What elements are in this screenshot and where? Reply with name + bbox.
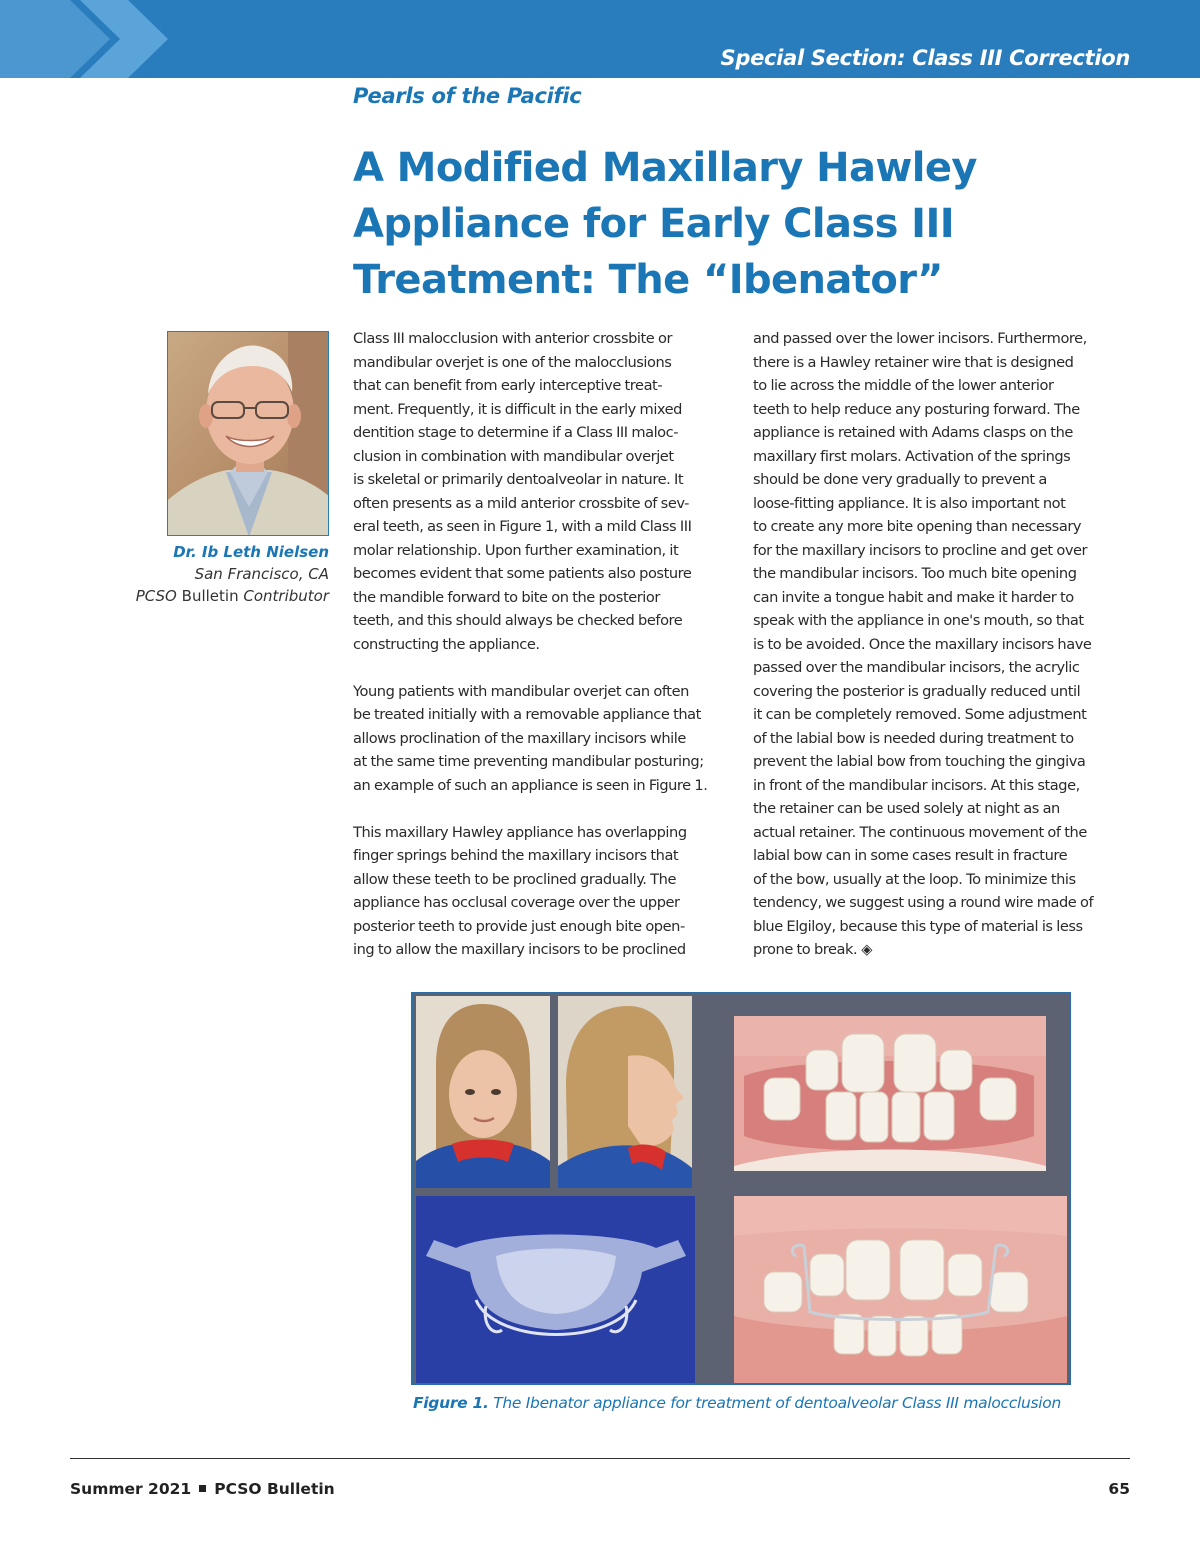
body-text-line: This maxillary Hawley appliance has overlapping bbox=[353, 823, 687, 841]
body-text-line: molar relationship. Upon further examination, it bbox=[353, 541, 679, 559]
section-title: Special Section: Class III Correction bbox=[720, 46, 1130, 70]
body-text-line: ment. Frequently, it is difficult in the early mixed bbox=[353, 400, 682, 418]
author-credit bbox=[60, 541, 329, 607]
body-text: blue Elgiloy, because this type of material is less bbox=[753, 917, 1083, 935]
body-text-line: posterior teeth to provide just enough bite open- bbox=[353, 917, 685, 935]
body-text-line: clusion in combination with mandibular overjet bbox=[353, 447, 674, 465]
body-text: appliance is retained with Adams clasps on the bbox=[753, 424, 1073, 441]
body-text: speak with the appliance in one's mouth, so that bbox=[753, 612, 1084, 629]
body-text: should be done very gradually to prevent a bbox=[753, 471, 1047, 488]
body-text: and passed over the lower incisors. Furthermore, bbox=[753, 330, 1087, 347]
body-text-line: allow these teeth to be proclined gradually. The bbox=[353, 870, 676, 888]
body-text-line bbox=[753, 398, 1133, 422]
body-text: of the labial bow is needed during treatment to bbox=[753, 729, 1074, 747]
body-text-line: ing to allow the maxillary incisors to be proclined bbox=[353, 941, 686, 958]
footer-issue-date: Summer 2021 bbox=[70, 1480, 192, 1498]
bullet-square-icon bbox=[199, 1485, 206, 1492]
body-text: teeth to help reduce any posturing forward. The bbox=[753, 400, 1080, 418]
body-text: can invite a tongue habit and make it harder to bbox=[753, 588, 1074, 606]
body-text: tendency, we suggest using a round wire made of bbox=[753, 894, 1094, 911]
figure-caption bbox=[413, 1394, 1061, 1412]
body-text-line bbox=[753, 750, 1133, 774]
body-text-line: constructing the appliance. bbox=[353, 635, 540, 653]
body-text-line bbox=[753, 468, 1133, 492]
body-text-line bbox=[753, 445, 1133, 469]
body-text-line: dentition stage to determine if a Class III maloc- bbox=[353, 424, 679, 441]
chevron-decoration-icon bbox=[0, 0, 200, 78]
body-text: there is a Hawley retainer wire that is designed bbox=[753, 353, 1074, 371]
figure-photo-profile bbox=[558, 996, 692, 1188]
body-text: to create any more bite opening than necessary bbox=[753, 518, 1082, 535]
article-title bbox=[353, 140, 1073, 308]
body-text-line: becomes evident that some patients also posture bbox=[353, 565, 692, 582]
figure-1 bbox=[411, 992, 1071, 1385]
body-text-line: allows proclination of the maxillary incisors while bbox=[353, 729, 686, 747]
body-text-line bbox=[753, 633, 1133, 657]
section-kicker: Pearls of the Pacific bbox=[353, 84, 582, 108]
body-text-line bbox=[753, 656, 1133, 680]
author-city: San Francisco, CA bbox=[194, 565, 329, 583]
body-text-line: teeth, and this should always be checked before bbox=[353, 612, 683, 629]
paragraph-gap bbox=[353, 656, 733, 680]
body-text-line bbox=[753, 680, 1133, 704]
body-text-line bbox=[753, 938, 1133, 962]
body-text-line: appliance has occlusal coverage over the upper bbox=[353, 894, 680, 911]
figure-photo-appliance-in-mouth bbox=[734, 1196, 1067, 1383]
body-text-line bbox=[753, 562, 1133, 586]
body-text-line: be treated initially with a removable appliance that bbox=[353, 706, 701, 723]
footer-rule bbox=[70, 1458, 1130, 1459]
body-text-line bbox=[753, 374, 1133, 398]
figure-label: Figure 1. bbox=[413, 1394, 489, 1412]
figure-photo-crossbite bbox=[734, 1016, 1046, 1171]
figure-caption-text: The Ibenator appliance for treatment of dentoalveolar Class III malocclusion bbox=[493, 1394, 1061, 1412]
body-text-line bbox=[753, 868, 1133, 892]
body-text-line bbox=[753, 609, 1133, 633]
body-text-line bbox=[753, 821, 1133, 845]
body-text-line bbox=[753, 421, 1133, 445]
body-text-line bbox=[753, 891, 1133, 915]
author-role-pub: Bulletin bbox=[181, 587, 239, 605]
figure-photo-appliance bbox=[416, 1196, 695, 1383]
body-text-line bbox=[753, 797, 1133, 821]
author-role bbox=[60, 585, 329, 607]
body-text-line: the mandible forward to bite on the posterior bbox=[353, 588, 660, 606]
body-text-line: an example of such an appliance is seen in Figure 1. bbox=[353, 776, 708, 794]
body-text-line bbox=[753, 515, 1133, 539]
body-text-line bbox=[753, 539, 1133, 563]
author-name: Dr. Ib Leth Nielsen bbox=[173, 543, 329, 561]
article-title-line: A Modified Maxillary Hawley bbox=[353, 145, 977, 191]
body-text-line: Young patients with mandibular overjet can often bbox=[353, 682, 689, 700]
body-text: the mandibular incisors. Too much bite opening bbox=[753, 565, 1077, 582]
paragraph-gap bbox=[353, 797, 733, 821]
body-text-line: at the same time preventing mandibular posturing; bbox=[353, 753, 704, 770]
body-text-line: often presents as a mild anterior crossbite of sev- bbox=[353, 494, 689, 512]
body-text-line: mandibular overjet is one of the malocclusions bbox=[353, 353, 672, 371]
body-text-line: that can benefit from early interceptive treat- bbox=[353, 377, 663, 394]
body-text: is to be avoided. Once the maxillary incisors have bbox=[753, 635, 1092, 653]
figure-photo-frontal bbox=[416, 996, 550, 1188]
body-text: to lie across the middle of the lower anterior bbox=[753, 377, 1054, 394]
page-number: 65 bbox=[1108, 1480, 1130, 1498]
body-text-line bbox=[753, 703, 1133, 727]
body-text-line bbox=[753, 327, 1133, 351]
body-text: actual retainer. The continuous movement of the bbox=[753, 823, 1087, 841]
body-text: prone to break. bbox=[753, 941, 858, 958]
body-text: it can be completely removed. Some adjustment bbox=[753, 706, 1087, 723]
body-text: maxillary first molars. Activation of the springs bbox=[753, 447, 1071, 465]
header-banner bbox=[0, 0, 1200, 78]
body-text-line: Class III malocclusion with anterior crossbite or bbox=[353, 330, 673, 347]
body-text: labial bow can in some cases result in fracture bbox=[753, 847, 1068, 864]
body-text: for the maxillary incisors to procline and get over bbox=[753, 541, 1088, 559]
body-text: the retainer can be used solely at night as an bbox=[753, 800, 1060, 817]
body-text: passed over the mandibular incisors, the acrylic bbox=[753, 659, 1080, 676]
body-text: prevent the labial bow from touching the gingiva bbox=[753, 753, 1086, 770]
body-text-line: eral teeth, as seen in Figure 1, with a mild Class III bbox=[353, 518, 692, 535]
body-text: loose-fitting appliance. It is also important not bbox=[753, 494, 1066, 512]
body-text: in front of the mandibular incisors. At this stage, bbox=[753, 776, 1080, 794]
body-column-left bbox=[353, 327, 733, 962]
body-text-line bbox=[753, 727, 1133, 751]
body-text-line bbox=[753, 844, 1133, 868]
body-text-line: is skeletal or primarily dentoalveolar in nature. It bbox=[353, 471, 684, 488]
author-role-title: Contributor bbox=[243, 587, 329, 605]
body-text-line bbox=[753, 586, 1133, 610]
body-text-line bbox=[753, 774, 1133, 798]
body-text-line: finger springs behind the maxillary incisors that bbox=[353, 847, 679, 864]
body-text: covering the posterior is gradually reduced until bbox=[753, 682, 1081, 700]
author-role-org: PCSO bbox=[135, 587, 177, 605]
end-of-article-icon: ◈ bbox=[861, 941, 873, 958]
body-column-right bbox=[753, 327, 1133, 962]
footer-publication: PCSO Bulletin bbox=[214, 1480, 335, 1498]
footer-issue bbox=[70, 1480, 335, 1498]
article-title-line: Appliance for Early Class III bbox=[353, 201, 955, 247]
body-text: of the bow, usually at the loop. To minimize this bbox=[753, 870, 1076, 888]
author-photo bbox=[167, 331, 329, 536]
article-title-line: Treatment: The “Ibenator” bbox=[353, 257, 943, 303]
body-text-line bbox=[753, 492, 1133, 516]
body-text-line bbox=[753, 915, 1133, 939]
body-text-line bbox=[753, 351, 1133, 375]
